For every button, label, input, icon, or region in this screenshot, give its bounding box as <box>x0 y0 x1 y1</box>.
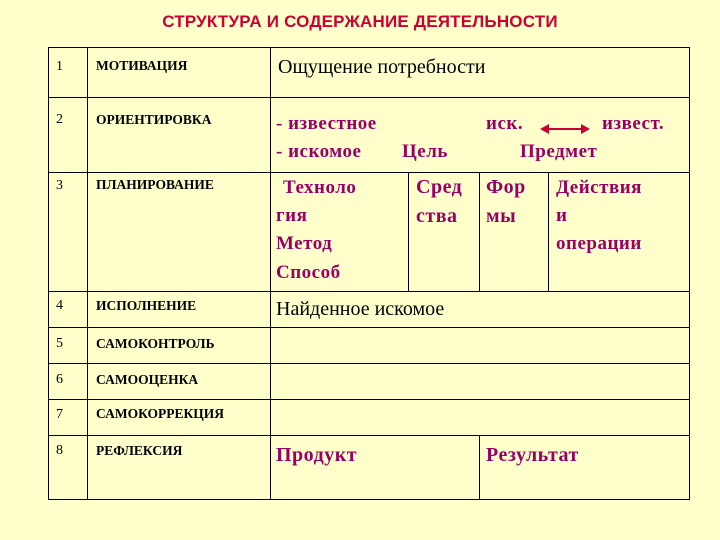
subcol-divider <box>479 172 480 291</box>
orientation-known: - известное <box>276 113 377 134</box>
subcol-divider <box>479 435 480 500</box>
reflection-product: Продукт <box>276 444 358 466</box>
subcol-divider <box>548 172 549 291</box>
planning-means-2: ства <box>416 205 458 227</box>
planning-technology-2: гия <box>276 205 308 226</box>
planning-actions-1: Действия <box>556 177 642 198</box>
row-number: 3 <box>56 178 63 193</box>
row-divider <box>48 399 690 400</box>
orientation-subject: Предмет <box>520 141 598 162</box>
subcol-divider <box>408 172 409 291</box>
stage-name: САМОКОНТРОЛЬ <box>96 336 215 351</box>
orientation-sought: - искомое <box>276 141 362 162</box>
table-border-right <box>689 47 690 500</box>
planning-forms-1: Фор <box>486 176 526 198</box>
row-divider <box>48 172 690 173</box>
stage-name: РЕФЛЕКСИЯ <box>96 443 183 458</box>
col-divider <box>87 47 88 500</box>
table-border-bottom <box>48 499 690 500</box>
planning-technology-1: Техноло <box>283 177 357 198</box>
planning-forms-2: мы <box>486 205 517 227</box>
col-divider <box>270 47 271 500</box>
table-border-top <box>48 47 690 48</box>
stage-name: МОТИВАЦИЯ <box>96 58 188 73</box>
orientation-goal: Цель <box>402 141 448 162</box>
planning-actions-3: операции <box>556 233 642 254</box>
stage-name: ПЛАНИРОВАНИЕ <box>96 177 214 192</box>
planning-actions-2: и <box>556 205 568 226</box>
row-number: 8 <box>56 443 63 458</box>
planning-method: Метод <box>276 233 333 254</box>
stage-name: ИСПОЛНЕНИЕ <box>96 298 197 313</box>
planning-means-1: Сред <box>416 176 463 198</box>
motivation-content: Ощущение потребности <box>278 56 486 78</box>
row-number: 5 <box>56 336 63 351</box>
row-number: 2 <box>56 112 63 127</box>
stage-name: САМОКОРРЕКЦИЯ <box>96 406 225 421</box>
row-divider <box>48 363 690 364</box>
row-number: 7 <box>56 407 63 422</box>
table-border-left <box>48 47 49 500</box>
planning-way: Способ <box>276 262 341 283</box>
stage-name: САМООЦЕНКА <box>96 372 199 387</box>
stage-name: ОРИЕНТИРОВКА <box>96 112 212 127</box>
execution-content: Найденное искомое <box>276 298 445 320</box>
page-title: СТРУКТУРА И СОДЕРЖАНИЕ ДЕЯТЕЛЬНОСТИ <box>162 12 558 31</box>
row-divider <box>48 327 690 328</box>
row-divider <box>48 291 690 292</box>
row-divider <box>48 97 690 98</box>
reflection-result: Результат <box>486 444 579 466</box>
row-divider <box>48 435 690 436</box>
row-number: 6 <box>56 372 63 387</box>
orientation-known-short: извест. <box>602 113 665 134</box>
row-number: 4 <box>56 298 63 313</box>
orientation-sought-short: иск. <box>486 113 524 134</box>
double-arrow-icon <box>540 122 590 136</box>
row-number: 1 <box>56 59 63 74</box>
